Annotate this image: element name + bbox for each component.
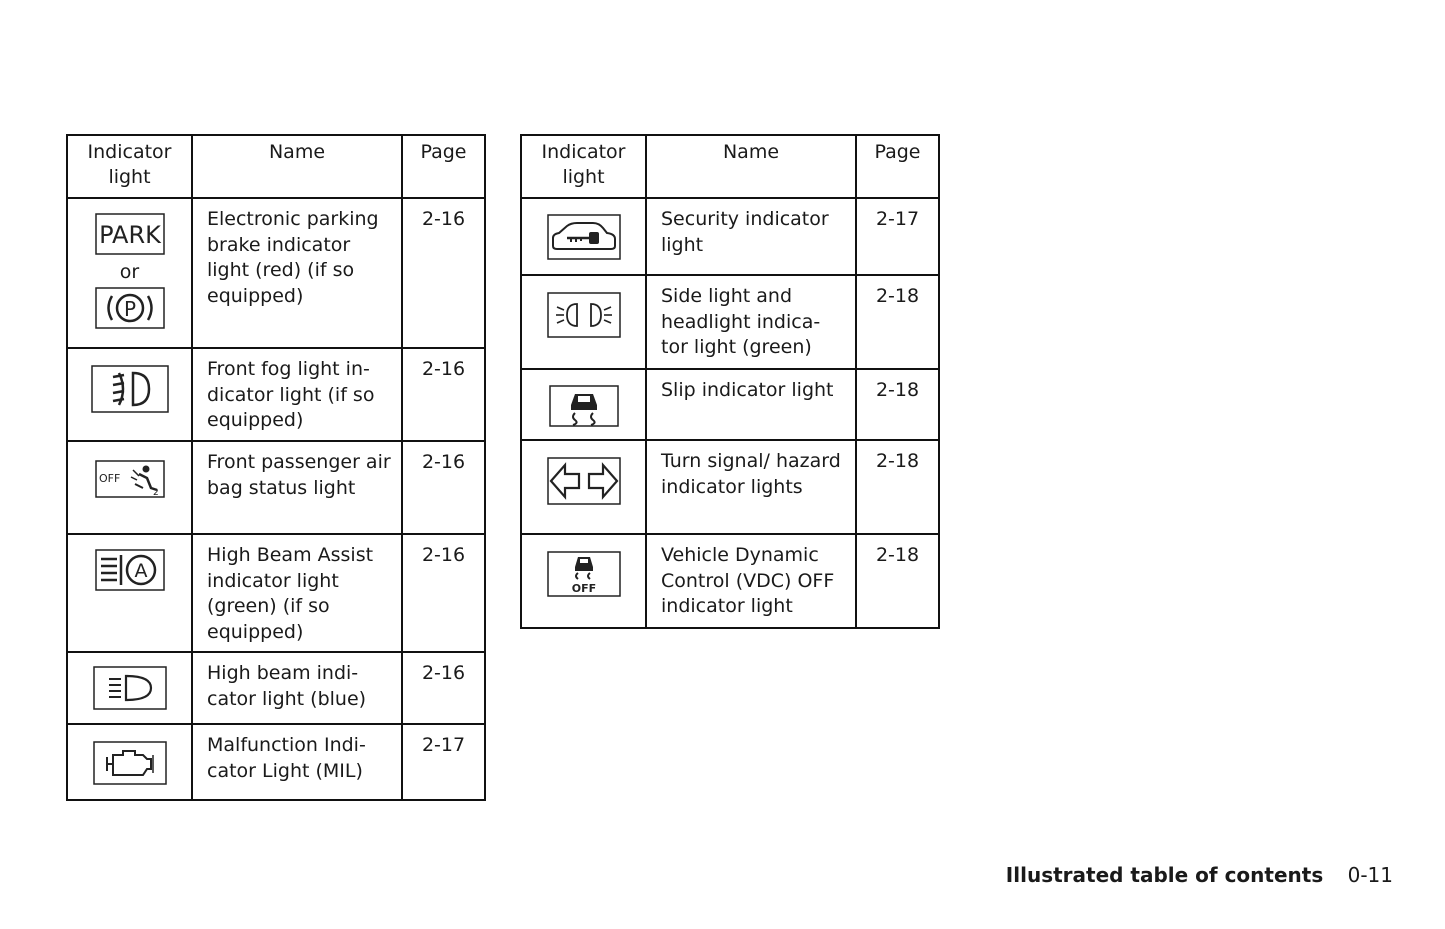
name-cell: Turn signal/ hazard indicator lights (646, 440, 856, 534)
name-cell: Security indicator light (646, 198, 856, 275)
page-cell: 2-16 (402, 534, 485, 652)
svg-text:PARK: PARK (98, 221, 161, 249)
table-row (521, 369, 939, 440)
indicator-table-right (520, 134, 940, 629)
table-row (67, 441, 485, 534)
indicator-table-left (66, 134, 486, 801)
name-cell: Vehicle Dynamic Control (VDC) OFF indicator light (646, 534, 856, 628)
svg-text:OFF: OFF (98, 472, 120, 485)
page-cell: 2-16 (402, 198, 485, 348)
table-header-row (521, 135, 939, 198)
high-beam-icon (93, 666, 167, 710)
header-name: Name (646, 135, 856, 198)
header-indicator: Indicator light (521, 135, 646, 198)
table-row (67, 724, 485, 800)
front-fog-icon (91, 365, 169, 413)
turn-signal-icon (547, 457, 621, 505)
park-brake-icon (95, 213, 165, 255)
parking-p-icon (95, 287, 165, 329)
header-page: Page (402, 135, 485, 198)
page-cell: 2-18 (856, 275, 939, 369)
table-row (521, 534, 939, 628)
svg-text:OFF: OFF (571, 582, 596, 595)
table-row (67, 198, 485, 348)
name-cell: Front fog light in-dicator light (if so equipped) (192, 348, 402, 441)
svg-text:P: P (123, 297, 136, 321)
name-cell: Malfunction Indi-cator Light (MIL) (192, 724, 402, 800)
engine-icon (93, 741, 167, 785)
passenger-airbag-off-icon (95, 460, 165, 498)
name-cell: High beam indi-cator light (blue) (192, 652, 402, 724)
page-cell: 2-16 (402, 348, 485, 441)
header-indicator: Indicator light (67, 135, 192, 198)
table-row (67, 534, 485, 652)
name-cell: Side light and headlight indica-tor light (green) (646, 275, 856, 369)
page-cell: 2-16 (402, 441, 485, 534)
table-header-row (67, 135, 485, 198)
vdc-off-icon (547, 551, 621, 597)
table-row (67, 652, 485, 724)
header-name: Name (192, 135, 402, 198)
name-cell: Electronic parking brake indicator light (red) (if so equipped) (192, 198, 402, 348)
page-cell: 2-18 (856, 440, 939, 534)
table-row (67, 348, 485, 441)
footer-title: Illustrated table of contents (1005, 863, 1324, 887)
name-cell: Slip indicator light (646, 369, 856, 440)
table-row (521, 275, 939, 369)
page-cell: 2-18 (856, 534, 939, 628)
table-row (521, 440, 939, 534)
high-beam-assist-icon (95, 549, 165, 591)
svg-text:A: A (134, 560, 147, 582)
name-cell: Front passenger air bag status light (192, 441, 402, 534)
page-cell: 2-18 (856, 369, 939, 440)
footer-page-number: 0-11 (1347, 863, 1393, 887)
slip-icon (549, 385, 619, 427)
name-cell: High Beam Assist indicator light (green) (if so equipped) (192, 534, 402, 652)
svg-text:2: 2 (152, 488, 159, 498)
or-label: or (119, 261, 140, 283)
page-cell: 2-17 (402, 724, 485, 800)
table-row (521, 198, 939, 275)
side-headlight-icon (547, 292, 621, 338)
page-cell: 2-16 (402, 652, 485, 724)
security-car-key-icon (547, 214, 621, 260)
page-footer (1006, 860, 1393, 890)
page-cell: 2-17 (856, 198, 939, 275)
header-page: Page (856, 135, 939, 198)
